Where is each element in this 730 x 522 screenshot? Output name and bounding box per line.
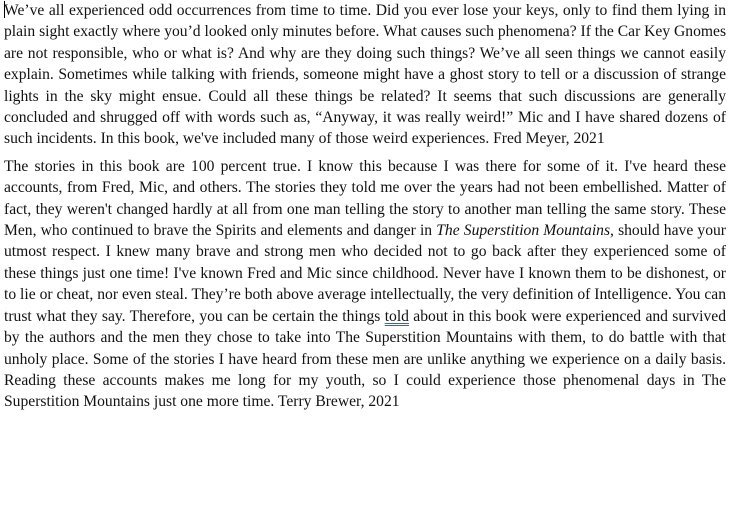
book-title-italic: The Superstition Mountains (436, 222, 611, 240)
paragraph-intro (4, 0, 726, 150)
document-body[interactable] (4, 0, 726, 413)
paragraph-testimony-part3: about in this book were experienced and survived by the authors and the men they chose to take into The Superstition Mountains with them, to do battle with that unholy place. Some of the stories I have heard from these men are unlike anything we experience on a daily basis. Reading these accounts makes me long for my youth, so I could experience those phenomenal days in The Superstition Mountains just one more time. Terry Brewer, 2021 (4, 307, 727, 411)
paragraph-testimony-part1: The stories in this book are 100 percent true. I know this because I was there for some of it. I've heard these accounts, from Fred, Mic, and others. The stories they told me over the years had not been embellished. Matter of fact, they weren't changed hardly at all from one man telling the story to another man telling the same story. These Men, who continued to brave the Spirits and elements and danger in (4, 157, 726, 240)
paragraph-testimony-part2: , should have your utmost respect. I knew many brave and strong men who decided not to go back after they experienced some of these things just one time! I've known Fred and Mic since childhood. Never have I known them to be dishonest, or to lie or cheat, nor even steal. They’re both above average intellectually, the very definition of Intelligence. You can trust what they say. Therefore, you can be certain the things (4, 222, 726, 325)
grammar-flagged-word[interactable]: told (384, 307, 409, 325)
paragraph-testimony (4, 156, 726, 413)
paragraph-intro-text: We’ve all experienced odd occurrences from time to time. Did you ever lose your keys, only to find them lying in plain sight exactly where you’d looked only minutes before. What causes such phenomena? If the Car Key Gnomes are not responsible, who or what is? And why are they doing such things? We’ve all seen things we cannot easily explain. Sometimes while talking with friends, someone might have a ghost story to tell or a discussion of strange lights in the sky might ensue. Could all these things be related? It seems that such discussions are generally concluded and shrugged off with words such as, “Anyway, it was really weird!” Mic and I have shared dozens of such incidents. In this book, we've included many of those weird experiences. Fred Meyer, 2021 (4, 2, 727, 148)
